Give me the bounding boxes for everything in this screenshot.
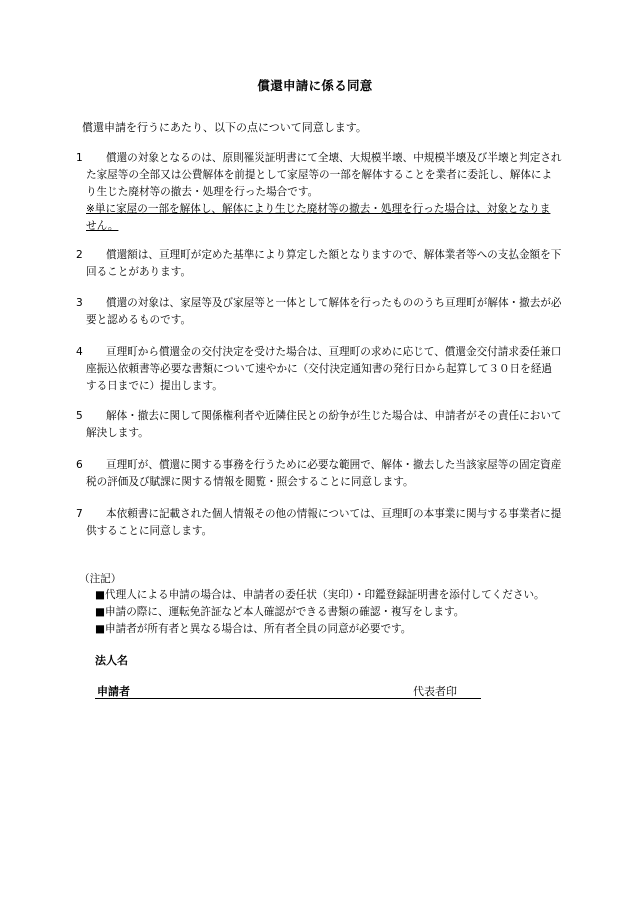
item-number: 3	[76, 297, 83, 309]
applicant-label: 申請者	[97, 685, 130, 698]
item-line: 供することに同意します。	[86, 525, 213, 537]
item-number: 5	[76, 410, 83, 422]
item-note-line: せん。	[86, 220, 119, 232]
intro-text: 償還申請を行うにあたり、以下の点について同意します。	[82, 121, 367, 134]
item-line	[76, 247, 586, 264]
note-item: ■申請の際に、運転免許証など本人確認ができる書類の確認・複写をします。	[95, 606, 465, 618]
item-number: 1	[76, 152, 83, 164]
notes-heading: （注記）	[79, 573, 122, 585]
note-item: ■申請者が所有者と異なる場合は、所有者全員の同意が必要です。	[95, 623, 412, 635]
item-text: 亘理町から償還金の交付決定を受けた場合は、亘理町の求めに応じて、償還金交付請求委任兼口	[106, 346, 562, 358]
item-text: 償還の対象は、家屋等及び家屋等と一体として解体を行ったもののうち亘理町が解体・撤去が必	[106, 297, 562, 309]
notes-list	[95, 587, 545, 638]
item-number: 6	[76, 459, 83, 471]
item-line: 座振込依頼書等必要な書類について速やかに（交付決定通知書の発行日から起算して３０日を経過	[86, 363, 552, 375]
consent-item-5	[76, 408, 586, 442]
item-text: 亘理町が、償還に関する事務を行うために必要な範囲で、解体・撤去した当該家屋等の固定資産	[106, 459, 562, 471]
representative-seal-label: 代表者印	[413, 685, 457, 698]
applicant-signature-field[interactable]	[95, 682, 481, 699]
consent-item-2	[76, 247, 586, 281]
document-title: 償還申請に係る同意	[257, 78, 373, 93]
item-number: 4	[76, 346, 83, 358]
corporation-name-label: 法人名	[95, 654, 128, 667]
item-note-line: ※単に家屋の一部を解体し、解体により生じた廃材等の撤去・処理を行った場合は、対象となりま	[86, 203, 551, 215]
consent-item-3	[76, 295, 586, 329]
item-line: する日までに）提出します。	[86, 380, 223, 392]
item-line: た家屋等の全部又は公費解体を前提として家屋等の一部を解体することを業者に委託し、解体によ	[86, 169, 553, 181]
item-text: 本依頼書に記載された個人情報その他の情報については、亘理町の本事業に関与する事業者に提	[106, 508, 562, 520]
item-line	[76, 408, 586, 425]
item-line	[76, 457, 586, 474]
note-item: ■代理人による申請の場合は、申請者の委任状（実印）・印鑑登録証明書を添付してください。	[95, 589, 545, 601]
item-line	[76, 150, 586, 167]
item-line: り生じた廃材等の撤去・処理を行った場合です。	[86, 186, 319, 198]
item-line	[76, 295, 586, 312]
item-text: 償還の対象となるのは、原則罹災証明書にて全壊、大規模半壊、中規模半壊及び半壊と判定され	[106, 152, 562, 164]
item-number: 7	[76, 508, 83, 520]
consent-item-4	[76, 344, 586, 395]
consent-item-6	[76, 457, 586, 491]
item-line: 税の評価及び賦課に関する情報を閲覧・照会することに同意します。	[86, 476, 414, 488]
item-line: 解決します。	[86, 427, 149, 439]
consent-item-1	[76, 150, 586, 235]
item-line: 要と認めるものです。	[86, 314, 192, 326]
item-line	[76, 344, 586, 361]
item-text: 解体・撤去に関して関係権利者や近隣住民との紛争が生じた場合は、申請者がその責任において	[106, 410, 562, 422]
item-text: 償還額は、亘理町が定めた基準により算定した額となりますので、解体業者等への支払金額を下	[106, 249, 562, 261]
consent-item-7	[76, 506, 586, 540]
item-line	[76, 506, 586, 523]
item-line: 回ることがあります。	[86, 266, 192, 278]
item-number: 2	[76, 249, 83, 261]
